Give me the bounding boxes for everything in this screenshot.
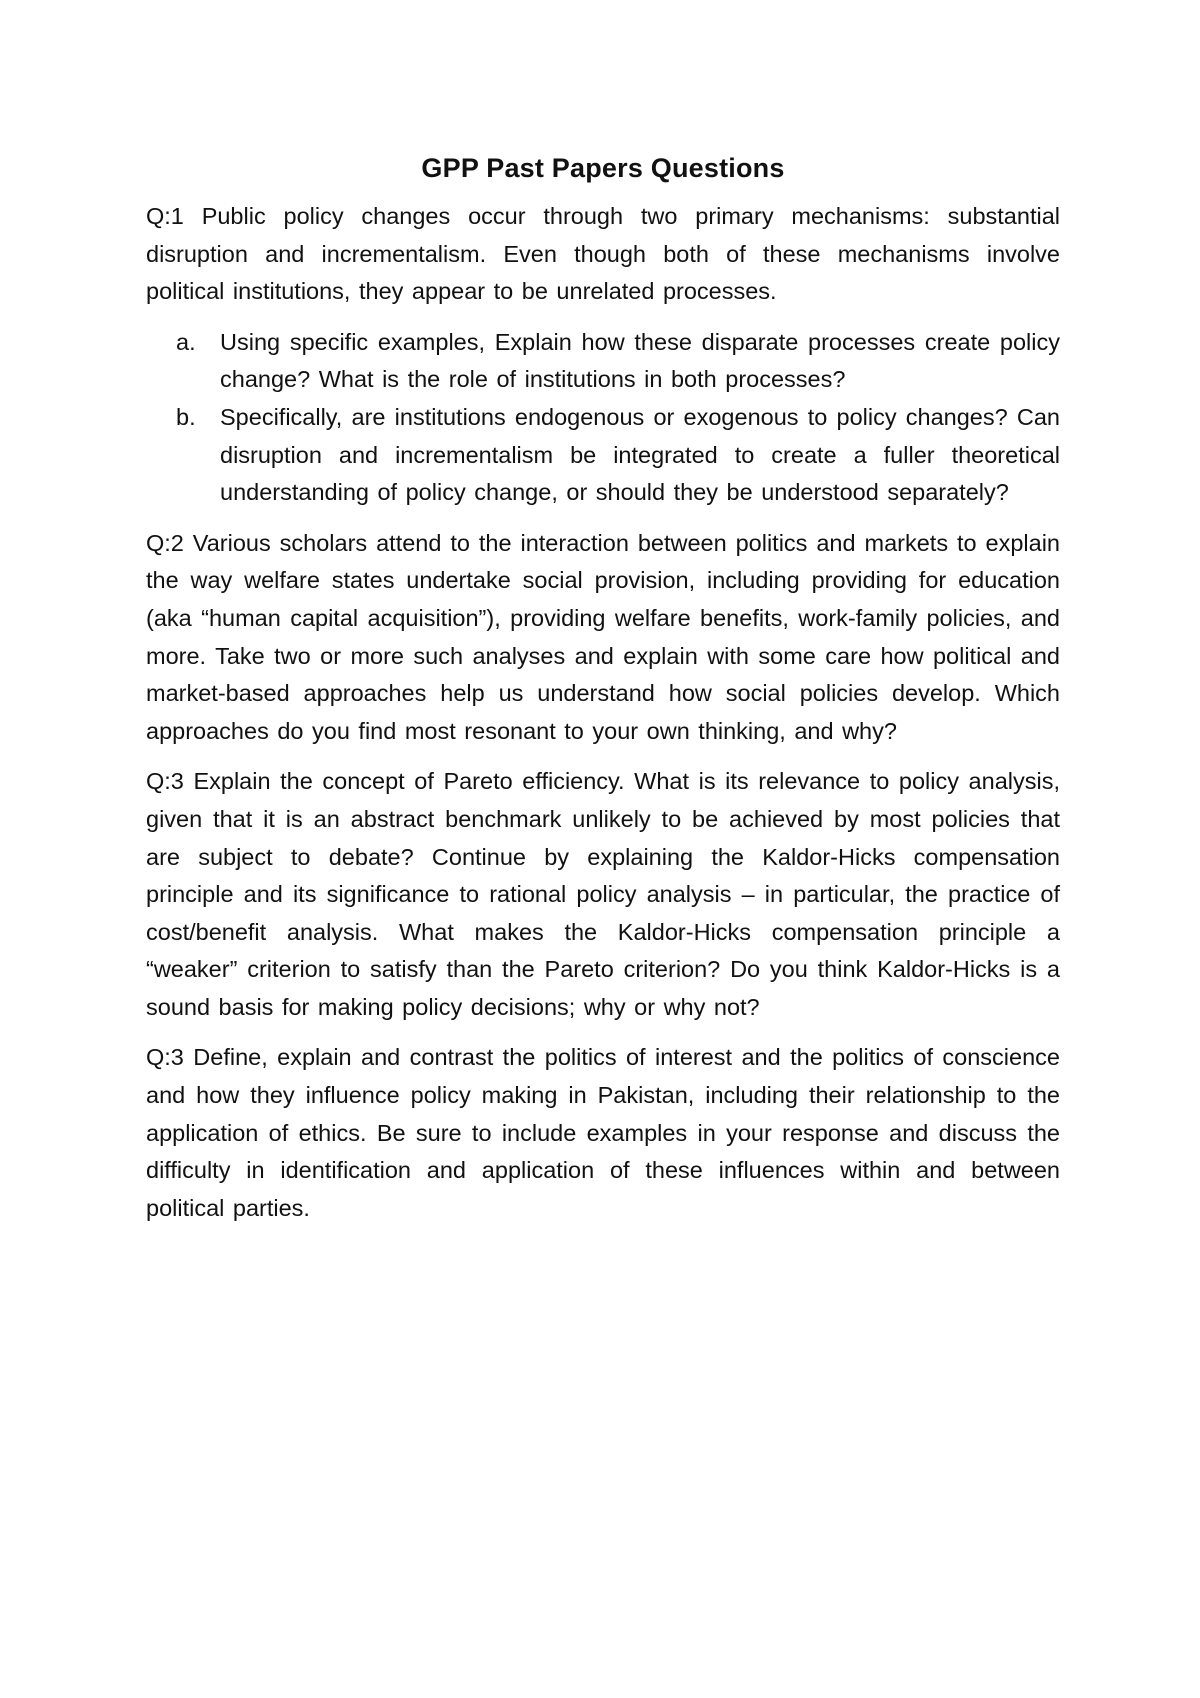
question-1-subparts <box>146 324 1060 512</box>
question-3-second: Q:3 Define, explain and contrast the politics of interest and the politics of conscience and how they influence policy making in Pakistan, including their relationship to the application of ethics. Be sure to include examples in your response and discuss the difficulty in identification and application of these influences within and between political parties. <box>146 1044 1060 1221</box>
subpart-text: Specifically, are institutions endogenous or exogenous to policy changes? Can disruption and incrementalism be integrated to create a fuller theoretical understanding of policy change, or should they be understood separately? <box>220 403 1060 506</box>
question-1-subpart-a <box>146 324 1060 399</box>
question-1: Q:1 Public policy changes occur through two primary mechanisms: substantial disruption and incrementalism. Even though both of these mechanisms involve political institutions, they appear to be unrelated processes. <box>146 203 1060 305</box>
page-title: GPP Past Papers Questions <box>421 153 785 183</box>
document-body <box>146 148 1060 1240</box>
question-1-subpart-b <box>146 399 1060 512</box>
subpart-text: Using specific examples, Explain how these disparate processes create policy change? What is the role of institutions in both processes? <box>220 328 1060 393</box>
subpart-marker: b. <box>176 403 196 430</box>
question-2: Q:2 Various scholars attend to the interaction between politics and markets to explain the way welfare states undertake social provision, including providing for education (aka “human capital acquisition”), providing welfare benefits, work-family policies, and more. Take two or more such analyses and explain with some care how political and market-based approaches help us understand how social policies develop. Which approaches do you find most resonant to your own thinking, and why? <box>146 529 1060 744</box>
subpart-marker: a. <box>176 328 196 355</box>
question-3: Q:3 Explain the concept of Pareto efficiency. What is its relevance to policy analysis, given that it is an abstract benchmark unlikely to be achieved by most policies that are subject to debate? Continue by explaining the Kaldor-Hicks compensation principle and its significance to rational policy analysis – in particular, the practice of cost/benefit analysis. What makes the Kaldor-Hicks compensation principle a “weaker” criterion to satisfy than the Pareto criterion? Do you think Kaldor-Hicks is a sound basis for making policy decisions; why or why not? <box>146 768 1060 1020</box>
